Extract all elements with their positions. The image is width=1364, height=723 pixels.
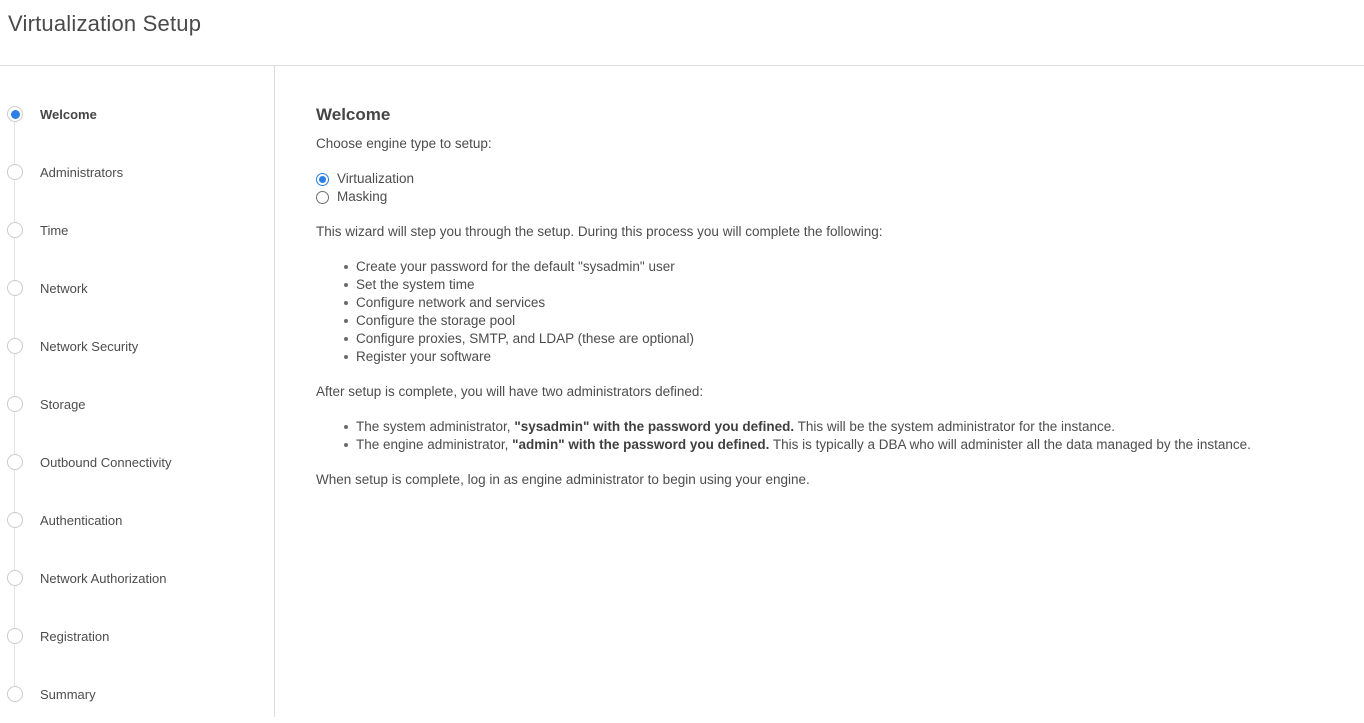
sidebar-item-network[interactable] bbox=[0, 259, 274, 317]
sidebar-step-label: Storage bbox=[40, 396, 86, 412]
step-radio-icon[interactable] bbox=[7, 396, 23, 412]
step-radio-icon[interactable] bbox=[7, 628, 23, 644]
radio-icon[interactable] bbox=[316, 191, 329, 204]
step-radio-icon[interactable] bbox=[7, 454, 23, 470]
step-radio-icon[interactable] bbox=[7, 686, 23, 702]
administrator-item: The system administrator, "sysadmin" with the password you defined. This will be the system administrator for the instance. bbox=[356, 418, 1334, 436]
sidebar-step-label: Administrators bbox=[40, 164, 124, 180]
sidebar-item-network-security[interactable] bbox=[0, 317, 274, 375]
panel-heading: Welcome bbox=[316, 105, 391, 124]
welcome-panel bbox=[275, 66, 1364, 717]
sidebar-item-registration[interactable] bbox=[0, 607, 274, 665]
setup-task-item: Configure network and services bbox=[356, 294, 1334, 312]
page-title: Virtualization Setup bbox=[8, 11, 202, 36]
step-radio-icon[interactable] bbox=[7, 570, 23, 586]
setup-task-item: Register your software bbox=[356, 348, 1334, 366]
closing-text: When setup is complete, log in as engine administrator to begin using your engine. bbox=[316, 472, 810, 487]
page-header bbox=[0, 0, 1364, 66]
sidebar-step-label: Registration bbox=[40, 628, 110, 644]
step-radio-icon[interactable] bbox=[7, 338, 23, 354]
administrator-item: The engine administrator, "admin" with the password you defined. This is typically a DBA who will administer all the data managed by the instance. bbox=[356, 436, 1334, 454]
sidebar-item-outbound-connectivity[interactable] bbox=[0, 433, 274, 491]
setup-task-item: Configure the storage pool bbox=[356, 312, 1334, 330]
sidebar-item-summary[interactable] bbox=[0, 665, 274, 723]
steps-list bbox=[0, 85, 274, 723]
sidebar-item-storage[interactable] bbox=[0, 375, 274, 433]
setup-steps-sidebar bbox=[0, 66, 275, 717]
main-layout bbox=[0, 66, 1364, 717]
engine-option-masking[interactable] bbox=[316, 188, 1334, 206]
sidebar-step-label: Outbound Connectivity bbox=[40, 454, 172, 470]
radio-icon[interactable] bbox=[316, 173, 329, 186]
sidebar-step-label: Welcome bbox=[40, 106, 97, 122]
step-radio-icon[interactable] bbox=[7, 222, 23, 238]
sidebar-step-label: Network Security bbox=[40, 338, 139, 354]
step-radio-icon[interactable] bbox=[7, 106, 23, 122]
wizard-intro-text: This wizard will step you through the setup. During this process you will complete the following: bbox=[316, 224, 883, 239]
administrators-list bbox=[316, 418, 1334, 454]
choose-engine-label: Choose engine type to setup: bbox=[316, 136, 492, 151]
sidebar-item-welcome[interactable] bbox=[0, 85, 274, 143]
sidebar-step-label: Network bbox=[40, 280, 88, 296]
engine-option-virtualization[interactable] bbox=[316, 170, 1334, 188]
sidebar-step-label: Time bbox=[40, 222, 69, 238]
step-radio-icon[interactable] bbox=[7, 164, 23, 180]
admins-intro-text: After setup is complete, you will have two administrators defined: bbox=[316, 384, 704, 399]
sidebar-step-label: Network Authorization bbox=[40, 570, 167, 586]
setup-task-item: Configure proxies, SMTP, and LDAP (these are optional) bbox=[356, 330, 1334, 348]
sidebar-item-administrators[interactable] bbox=[0, 143, 274, 201]
engine-option-label: Virtualization bbox=[337, 171, 415, 186]
setup-tasks-list bbox=[316, 258, 1334, 366]
sidebar-item-time[interactable] bbox=[0, 201, 274, 259]
sidebar-step-label: Authentication bbox=[40, 512, 123, 528]
engine-option-label: Masking bbox=[337, 189, 388, 204]
step-radio-icon[interactable] bbox=[7, 280, 23, 296]
engine-type-radio-group bbox=[316, 170, 1334, 206]
setup-task-item: Set the system time bbox=[356, 276, 1334, 294]
step-radio-icon[interactable] bbox=[7, 512, 23, 528]
sidebar-item-authentication[interactable] bbox=[0, 491, 274, 549]
sidebar-item-network-authorization[interactable] bbox=[0, 549, 274, 607]
sidebar-step-label: Summary bbox=[40, 686, 96, 702]
setup-task-item: Create your password for the default "sysadmin" user bbox=[356, 258, 1334, 276]
